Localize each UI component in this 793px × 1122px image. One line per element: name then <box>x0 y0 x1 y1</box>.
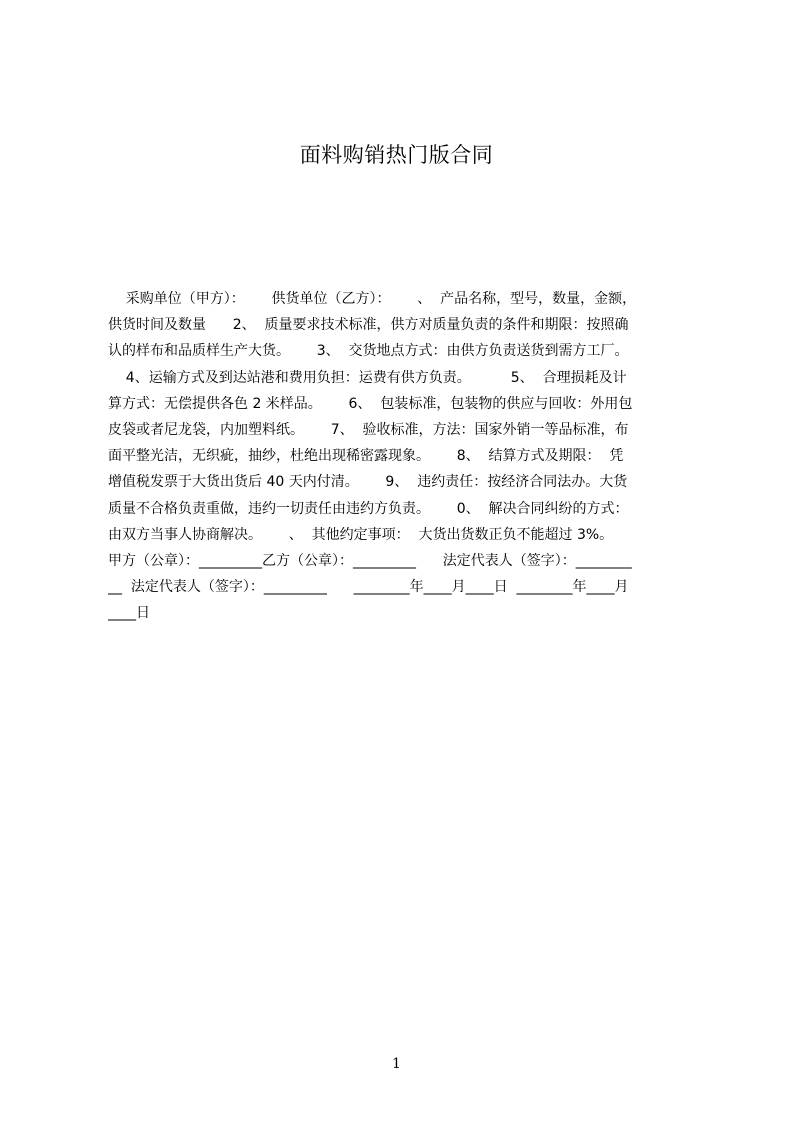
contract-line: 质量不合格负责重做，违约一切责任由违约方负责。 0、 解决合同纠纷的方式： <box>108 500 629 517</box>
page-number: 1 <box>392 1056 401 1072</box>
signature-line: ____日 <box>108 605 150 622</box>
document-title: 面料购销热门版合同 <box>299 143 494 167</box>
contract-line: 算方式：无偿提供各色 2 米样品。 6、 包装标准，包装物的供应与回收：外用包 <box>108 395 633 412</box>
contract-line: 采购单位（甲方）： 供货单位（乙方）： 、 产品名称，型号，数量，金额， <box>108 291 637 307</box>
contract-line: 面平整光洁，无织疵，抽纱，杜绝出现稀密露现象。 8、 结算方式及期限： 凭 <box>108 448 624 465</box>
signature-line: __ 法定代表人（签字）：_________ ________年____月____日 ________年____月 <box>108 579 629 596</box>
contract-line: 增值税发票于大货出货后 40 天内付清。 9、 违约责任：按经济合同法办。大货 <box>108 474 628 491</box>
contract-line: 由双方当事人协商解决。 、 其他约定事项： 大货出货数正负不能超过 3%。 <box>108 526 614 543</box>
contract-body <box>108 286 700 636</box>
contract-line: 认的样布和品质样生产大货。 3、 交货地点方式：由供方负责送货到需方工厂。 <box>108 343 629 360</box>
contract-line: 皮袋或者尼龙袋，内加塑料纸。 7、 验收标准，方法：国家外销一等品标准，布 <box>108 421 629 438</box>
contract-line: 供货时间及数量 2、 质量要求技术标准，供方对质量负责的条件和期限：按照确 <box>108 317 629 334</box>
contract-line: 4、运输方式及到达站港和费用负担：运费有供方负责。 5、 合理损耗及计 <box>108 369 627 386</box>
signature-line: 甲方（公章）：_________乙方（公章）：_________ 法定代表人（签字）：________ <box>108 552 632 569</box>
